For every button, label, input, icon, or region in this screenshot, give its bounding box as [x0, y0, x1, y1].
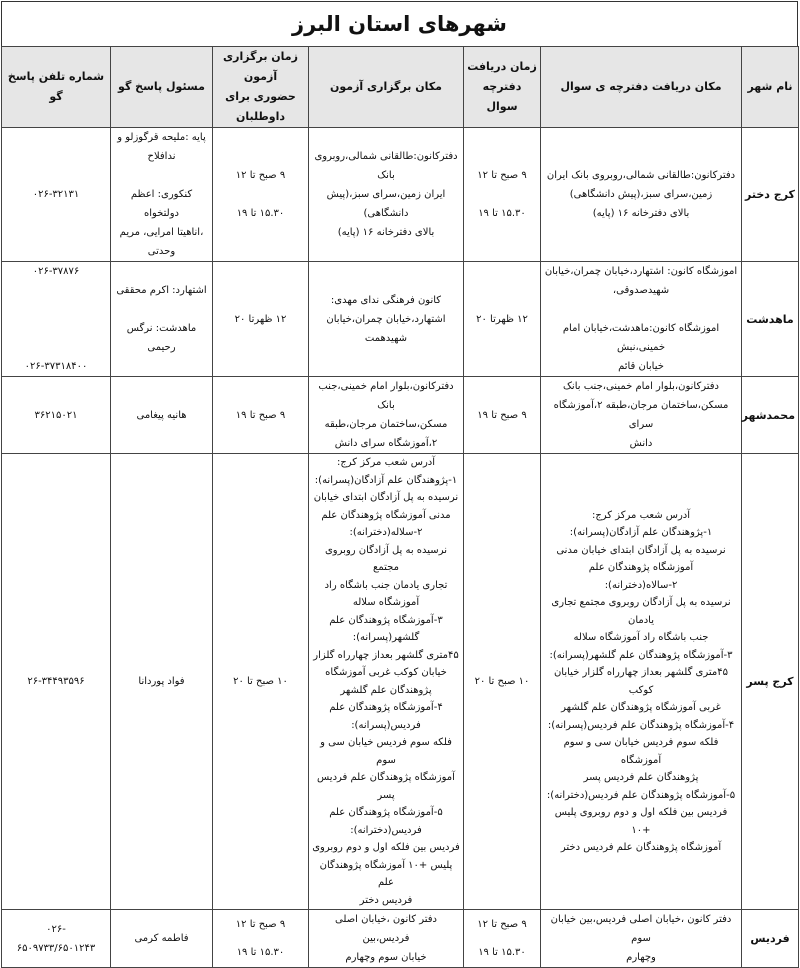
header-phone: شماره تلفن پاسخ گو: [2, 47, 111, 128]
header-exam-place: مکان برگزاری آزمون: [309, 47, 464, 128]
city-cell: کرج دختر: [742, 128, 799, 262]
city-cell: فردیس: [742, 910, 799, 968]
exam-time-cell: ۹ صبح تا ۱۹: [213, 377, 309, 454]
city-cell: کرج پسر: [742, 454, 799, 910]
phone-cell: ۲۶-۳۴۴۹۳۵۹۶: [2, 454, 111, 910]
phone-pair: [2, 262, 110, 376]
header-receive-place: مکان دریافت دفترچه ی سوال: [541, 47, 742, 128]
receive-place-cell: اموزشگاه کانون: اشتهارد،خیابان چمران،خیابان شهیدصدوقی، اموزشگاه کانون:ماهدشت،خیابان امام خمینی،نبش خیابان قائم: [541, 262, 742, 377]
responsible-cell: هانیه پیغامی: [111, 377, 213, 454]
receive-time-cell: ۹ صبح تا ۱۲ ۱۵.۳۰ تا ۱۹: [464, 128, 541, 262]
receive-time-cell: ۹ صبح تا ۱۹: [464, 377, 541, 454]
page-title: شهرهای استان البرز: [1, 1, 798, 46]
table-row: [2, 377, 799, 454]
table-row: [2, 454, 799, 910]
responsible-cell: فواد پوردانا: [111, 454, 213, 910]
phone-cell: [2, 262, 111, 377]
city-cell: محمدشهر: [742, 377, 799, 454]
responsible-cell: پایه :ملیحه قرگوزلو و ندافلاح کنکوری: اعظم دولتخواه ،اناهیتا امرایی، مریم وحدتی: [111, 128, 213, 262]
receive-time-cell: ۱۲ ظهرتا ۲۰: [464, 262, 541, 377]
receive-place-cell: دفترکانون:طالقانی شمالی،روبروی بانک ایران زمین،سرای سبز،(پیش دانشگاهی) بالای دفترخانه ۱۶ (پایه): [541, 128, 742, 262]
city-cell: ماهدشت: [742, 262, 799, 377]
exam-time-cell: ۱۰ صبح تا ۲۰: [213, 454, 309, 910]
cities-table: [1, 46, 799, 968]
phone-2: ۰۲۶-۳۷۳۱۸۴۰۰: [24, 361, 88, 372]
table-row: [2, 128, 799, 262]
table-row: [2, 910, 799, 968]
exam-place-cell: دفتر کانون ،خیابان اصلی فردیس،بین خیابان سوم وچهارم: [309, 910, 464, 968]
header-exam-time: زمان برگزاری آزمون حضوری برای داوطلبان: [213, 47, 309, 128]
receive-place-cell: آدرس شعب مرکز کرج: ۱-پژوهندگان علم آزادگان(پسرانه): نرسیده به پل آزادگان ابتدای خیابان مدنی آموزشگاه پژوهندگان علم ۲-سالاه(دخترانه): نرسیده به پل آزادگان روبروی مجتمع تجاری یادمان جنب باشگاه راد آموزشگاه سلاله ۳-آموزشگاه پژوهندگان علم گلشهر(پسرانه): ۴۵متری گلشهر بعداز چهارراه گلزار خیابان کوکب غربی آموزشگاه پژوهندگان علم گلشهر ۴-آموزشگاه پژوهندگان علم فردیس(پسرانه): فلکه سوم فردیس خیابان سی و سوم آموزشگاه پژوهندگان علم فردیس پسر ۵-آموزشگاه پژوهندگان علم فردیس(دخترانه): فردیس بین فلکه اول و دوم روبروی پلیس +۱۰ آموزشگاه پژوهندگان علم فردیس دختر: [541, 454, 742, 910]
header-city: نام شهر: [742, 47, 799, 128]
header-receive-time: زمان دریافت دفترچه سوال: [464, 47, 541, 128]
exam-place-cell: دفترکانون،بلوار امام خمینی،جنب بانک مسکن،ساختمان مرجان،طبقه ۲،آموزشگاه سرای دانش: [309, 377, 464, 454]
phone-1: ۰۲۶-۳۷۸۷۶: [32, 266, 80, 277]
phone-cell: ۳۶۲۱۵۰۲۱: [2, 377, 111, 454]
phone-cell: ۰۲۶-۳۲۱۳۱: [2, 128, 111, 262]
exam-time-cell: ۱۲ ظهرتا ۲۰: [213, 262, 309, 377]
responsible-cell: اشتهارد: اکرم محققی ماهدشت: نرگس رحیمی: [111, 262, 213, 377]
receive-place-cell: دفتر کانون ،خیابان اصلی فردیس،بین خیابان سوم وچهارم: [541, 910, 742, 968]
header-row: [2, 47, 799, 128]
table-row: [2, 262, 799, 377]
receive-place-cell: دفترکانون،بلوار امام خمینی،جنب بانک مسکن،ساختمان مرجان،طبقه ۲،آموزشگاه سرای دانش: [541, 377, 742, 454]
phone-cell: -۰۲۶ ۶۵۰۹۷۳۳/۶۵۰۱۲۴۳: [2, 910, 111, 968]
header-responsible: مسئول پاسخ گو: [111, 47, 213, 128]
receive-time-cell: ۱۰ صبح تا ۲۰: [464, 454, 541, 910]
exam-place-cell: دفترکانون:طالقانی شمالی،روبروی بانک ایران زمین،سرای سبز،(پیش دانشگاهی) بالای دفترخانه ۱۶ (پایه): [309, 128, 464, 262]
responsible-cell: فاطمه کرمی: [111, 910, 213, 968]
exam-time-cell: ۹ صبح تا ۱۲ ۱۵.۳۰ تا ۱۹: [213, 128, 309, 262]
exam-place-cell: آدرس شعب مرکز کرج: ۱-پژوهندگان علم آزادگان(پسرانه): نرسیده به پل آزادگان ابتدای خیابان مدنی آموزشگاه پژوهندگان علم ۲-سلاله(دخترانه): نرسیده به پل آزادگان روبروی مجتمع تجاری یادمان جنب باشگاه راد آموزشگاه سلاله ۳-آموزشگاه پژوهندگان علم گلشهر(پسرانه): ۴۵متری گلشهر بعداز چهارراه گلزار خیابان کوکب غربی آموزشگاه پژوهندگان علم گلشهر ۴-آموزشگاه پژوهندگان علم فردیس(پسرانه): فلکه سوم فردیس خیابان سی و سوم آموزشگاه پژوهندگان علم فردیس پسر ۵-آموزشگاه پژوهندگان علم فردیس(دخترانه): فردیس بین فلکه اول و دوم روبروی پلیس +۱۰ آموزشگاه پژوهندگان علم فردیس دختر: [309, 454, 464, 910]
receive-time-cell: ۹ صبح تا ۱۲ ۱۵.۳۰ تا ۱۹: [464, 910, 541, 968]
document: [1, 1, 798, 968]
exam-time-cell: ۹ صبح تا ۱۲ ۱۵.۳۰ تا ۱۹: [213, 910, 309, 968]
exam-place-cell: کانون فرهنگی ندای مهدی: اشتهارد،خیابان چمران،خیابان شهیدهمت: [309, 262, 464, 377]
